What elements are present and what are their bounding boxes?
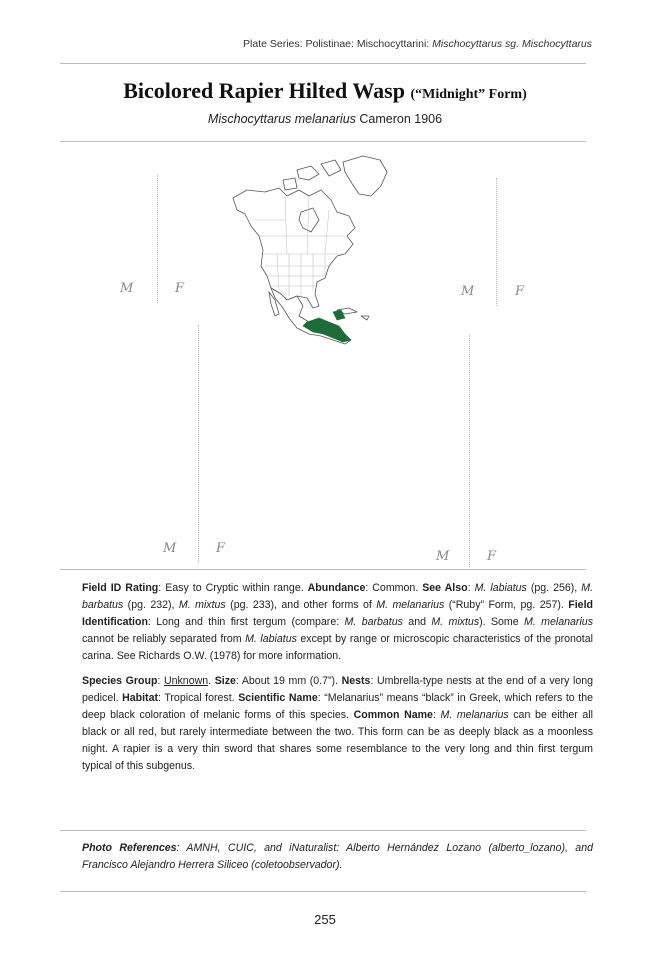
male-label: M <box>436 549 450 564</box>
specimen-divider <box>198 325 199 563</box>
header-rule <box>60 63 586 64</box>
range-map <box>225 150 395 350</box>
specimen-divider <box>469 335 470 567</box>
page-title <box>0 78 650 104</box>
form-label: (“Midnight” Form) <box>410 87 527 102</box>
specimen-divider <box>496 178 497 306</box>
common-name-title: Bicolored Rapier Hilted Wasp <box>123 78 405 103</box>
female-label: F <box>175 281 185 296</box>
specimen-divider <box>157 175 158 303</box>
female-label: F <box>216 541 226 556</box>
details-paragraph: Species Group: Unknown. Size: About 19 mm (0.7”). Nests: Umbrella-type nests at the end of a very long pedicel. Habitat: Tropical forest. Scientific Name: “Melanarius” means “black” in Greek, which refers to the deep black coloration of melanic forms of this species. Common Name: M. melanarius can be either all black or all red, but rarely intermediate between the two. This form can be as deeply black as a moonless night. A rapier is a very thin sword that shares some resemblance to the very long and thin first tergum typical of this subgenus. <box>82 675 594 772</box>
field-id-paragraph: Field ID Rating: Easy to Cryptic within range. Abundance: Common. See Also: M. labiatus (pg. 256), M. barbatus (pg. 232), M. mixtus (pg. 233), and other forms of M. melanarius (“Ruby” Form, pg. 257). Field Identification: Long and thin first tergum (compare: M. barbatus and M. mixtus). Some M. melanarius cannot be reliably separated from M. labiatus except by range or microscopic characteristics of the pronotal carina. See Richards O.W. (1978) for more information. <box>82 582 594 662</box>
footer-rule <box>60 891 586 892</box>
references-rule <box>60 830 586 831</box>
photo-references: Photo References: AMNH, CUIC, and iNaturalist: Alberto Hernández Lozano (alberto_lozano), and Francisco Alejandro Herrera Siliceo (coletoobservador). <box>82 842 593 871</box>
male-label: M <box>163 541 177 556</box>
female-label: F <box>487 549 497 564</box>
male-label: M <box>461 284 475 299</box>
species-group-link: Unknown <box>163 675 209 687</box>
female-label: F <box>515 284 525 299</box>
page-number: 255 <box>314 912 336 927</box>
title-rule <box>60 141 586 142</box>
scientific-name: Mischocyttarus melanarius Cameron 1906 <box>207 112 443 126</box>
section-rule <box>60 569 586 570</box>
plate-series-header: Plate Series: Polistinae: Mischocyttarini: Mischocyttarus sg. Mischocyttarus <box>243 38 592 50</box>
male-label: M <box>120 281 134 296</box>
